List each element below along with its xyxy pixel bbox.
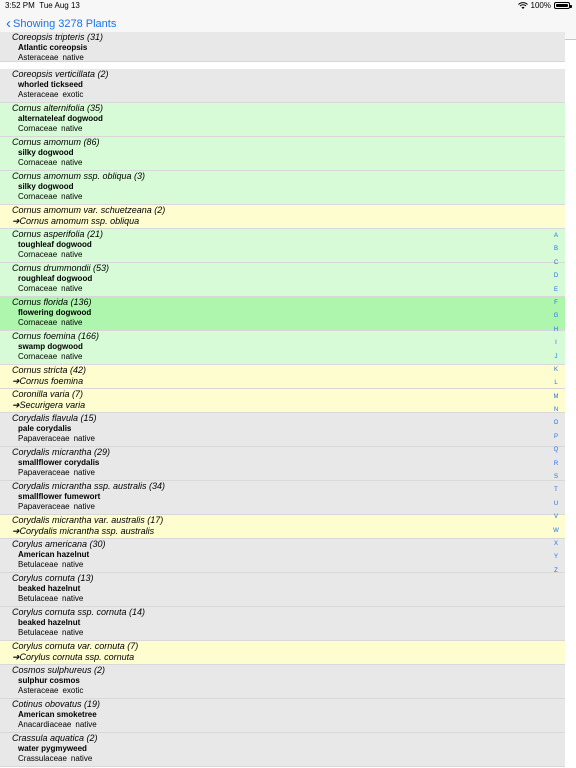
native-status: native xyxy=(61,192,83,201)
native-status: native xyxy=(61,318,83,327)
scientific-name: Cotinus obovatus (19) xyxy=(12,699,101,709)
status-right xyxy=(518,1,570,10)
plant-row[interactable] xyxy=(0,573,565,607)
scientific-name: Cornus amomum ssp. obliqua (3) xyxy=(12,171,146,181)
index-letter-v[interactable]: V xyxy=(553,514,558,521)
scientific-name: Cornus amomum (86) xyxy=(12,137,100,147)
index-letter-d[interactable]: D xyxy=(553,273,559,280)
family-name: Asteraceae xyxy=(18,53,59,62)
common-name: American smoketree xyxy=(18,710,97,719)
native-status: native xyxy=(61,158,83,167)
synonym-target: ➔Corylus cornuta ssp. cornuta xyxy=(12,652,135,662)
common-name: sulphur cosmos xyxy=(18,676,80,685)
scientific-name: Crassula aquatica (2) xyxy=(12,733,98,743)
scientific-name: Coreopsis verticillata (2) xyxy=(12,69,109,79)
family-line xyxy=(12,686,565,696)
index-letter-g[interactable]: G xyxy=(553,313,559,320)
common-name: alternateleaf dogwood xyxy=(18,114,103,123)
index-letter-c[interactable]: C xyxy=(553,259,559,266)
common-name: swamp dogwood xyxy=(18,342,83,351)
index-letter-i[interactable]: I xyxy=(555,340,557,347)
synonym-row[interactable] xyxy=(0,641,565,665)
index-letter-w[interactable]: W xyxy=(553,527,559,534)
synonym-row[interactable] xyxy=(0,515,565,539)
common-name: smallflower corydalis xyxy=(18,458,100,467)
common-name: roughleaf dogwood xyxy=(18,274,93,283)
plant-row[interactable] xyxy=(0,413,565,447)
chevron-left-icon: ‹ xyxy=(6,15,11,32)
family-line xyxy=(12,124,565,134)
index-letter-z[interactable]: Z xyxy=(554,567,558,574)
family-name: Cornaceae xyxy=(18,318,58,327)
family-line xyxy=(12,250,565,260)
family-line xyxy=(12,158,565,168)
index-letter-o[interactable]: O xyxy=(553,420,559,427)
scientific-name: Corylus americana (30) xyxy=(12,539,106,549)
family-name: Papaveraceae xyxy=(18,468,70,477)
index-letter-y[interactable]: Y xyxy=(553,554,558,561)
native-status: exotic xyxy=(62,686,84,695)
family-line xyxy=(12,318,565,328)
plant-row[interactable] xyxy=(0,229,565,263)
plant-row[interactable] xyxy=(0,69,565,103)
scientific-name: Cornus drummondii (53) xyxy=(12,263,110,273)
scientific-name: Corydalis micrantha ssp. australis (34) xyxy=(12,481,166,491)
common-name: pale corydalis xyxy=(18,424,72,433)
plant-row[interactable] xyxy=(0,331,565,365)
scientific-name: Cornus foemina (166) xyxy=(12,331,100,341)
scientific-name: Corydalis micrantha var. australis (17) xyxy=(12,515,164,525)
battery-percent: 100% xyxy=(530,1,551,10)
back-button[interactable] xyxy=(6,15,117,32)
family-name: Asteraceae xyxy=(18,686,59,695)
family-line xyxy=(12,192,565,202)
native-status: native xyxy=(62,628,84,637)
plant-list[interactable] xyxy=(0,32,576,768)
family-line xyxy=(12,468,565,478)
index-letter-u[interactable]: U xyxy=(553,500,559,507)
scientific-name: Corylus cornuta ssp. cornuta (14) xyxy=(12,607,146,617)
scientific-name: Cornus alternifolia (35) xyxy=(12,103,104,113)
status-time: 3:52 PM Tue Aug 13 xyxy=(5,1,80,10)
index-letter-q[interactable]: Q xyxy=(553,447,559,454)
scientific-name: Coronilla varia (7) xyxy=(12,389,84,399)
native-status: native xyxy=(73,434,95,443)
index-letter-a[interactable]: A xyxy=(553,233,558,239)
native-status: native xyxy=(73,502,95,511)
plant-row[interactable] xyxy=(0,733,565,767)
family-line xyxy=(12,560,565,570)
family-name: Betulaceae xyxy=(18,560,59,569)
common-name: toughleaf dogwood xyxy=(18,240,92,249)
common-name: water pygmyweed xyxy=(18,744,87,753)
common-name: flowering dogwood xyxy=(18,308,92,317)
common-name: American hazelnut xyxy=(18,550,90,559)
family-name: Papaveraceae xyxy=(18,502,70,511)
native-status: native xyxy=(62,53,84,62)
family-line xyxy=(12,754,565,764)
index-letter-x[interactable]: X xyxy=(553,540,558,547)
scientific-name: Corydalis flavula (15) xyxy=(12,413,97,423)
wifi-icon xyxy=(518,2,528,10)
scientific-name: Cornus stricta (42) xyxy=(12,365,87,375)
index-letter-r[interactable]: R xyxy=(553,460,559,467)
scientific-name: Coreopsis tripteris (31) xyxy=(12,32,104,42)
family-line xyxy=(12,502,565,512)
scientific-name: Corydalis micrantha (29) xyxy=(12,447,111,457)
plant-row[interactable] xyxy=(0,539,565,573)
family-name: Cornaceae xyxy=(18,284,58,293)
family-line xyxy=(12,90,565,100)
native-status: native xyxy=(75,720,97,729)
status-bar xyxy=(0,0,576,12)
plant-row[interactable] xyxy=(0,32,565,62)
family-line xyxy=(12,628,565,638)
synonym-row[interactable] xyxy=(0,205,565,229)
plant-row[interactable] xyxy=(0,171,565,205)
common-name: silky dogwood xyxy=(18,148,74,157)
index-letter-m[interactable]: M xyxy=(553,393,559,400)
family-line xyxy=(12,284,565,294)
native-status: exotic xyxy=(62,90,84,99)
family-name: Betulaceae xyxy=(18,594,59,603)
plant-row[interactable] xyxy=(0,665,565,699)
family-name: Crassulaceae xyxy=(18,754,67,763)
alphabet-index[interactable] xyxy=(550,230,562,578)
family-name: Cornaceae xyxy=(18,124,58,133)
family-name: Papaveraceae xyxy=(18,434,70,443)
back-button-label: Showing 3278 Plants xyxy=(13,18,117,30)
index-letter-j[interactable]: J xyxy=(554,353,558,360)
index-letter-b[interactable]: B xyxy=(553,246,558,253)
plant-row[interactable] xyxy=(0,297,565,331)
plant-row[interactable] xyxy=(0,447,565,481)
synonym-row[interactable] xyxy=(0,365,565,389)
native-status: native xyxy=(70,754,93,763)
family-name: Cornaceae xyxy=(18,192,58,201)
plant-row[interactable] xyxy=(0,481,565,515)
family-name: Cornaceae xyxy=(18,352,58,361)
common-name: silky dogwood xyxy=(18,182,74,191)
scientific-name: Cornus amomum var. schuetzeana (2) xyxy=(12,205,166,215)
index-letter-n[interactable]: N xyxy=(553,407,559,414)
family-name: Asteraceae xyxy=(18,90,59,99)
battery-icon xyxy=(554,2,570,9)
family-name: Cornaceae xyxy=(18,250,58,259)
index-letter-p[interactable]: P xyxy=(553,433,558,440)
native-status: native xyxy=(61,250,83,259)
plant-row[interactable] xyxy=(0,699,565,733)
plant-row[interactable] xyxy=(0,103,565,137)
native-status: native xyxy=(62,560,84,569)
native-status: native xyxy=(62,594,84,603)
scientific-name: Corylus cornuta (13) xyxy=(12,573,94,583)
plant-row[interactable] xyxy=(0,137,565,171)
plant-row[interactable] xyxy=(0,263,565,297)
index-letter-h[interactable]: H xyxy=(553,326,559,333)
synonym-target: ➔Cornus foemina xyxy=(12,376,84,386)
scientific-name: Corylus cornuta var. cornuta (7) xyxy=(12,641,139,651)
plant-row[interactable] xyxy=(0,607,565,641)
family-line xyxy=(12,720,565,730)
synonym-target: ➔Corydalis micrantha ssp. australis xyxy=(12,526,155,536)
scientific-name: Cosmos sulphureus (2) xyxy=(12,665,106,675)
index-letter-f[interactable]: F xyxy=(554,299,558,306)
index-letter-e[interactable]: E xyxy=(553,286,558,293)
native-status: native xyxy=(61,352,83,361)
index-letter-k[interactable]: K xyxy=(553,366,558,373)
common-name: Atlantic coreopsis xyxy=(18,43,88,52)
family-line xyxy=(12,594,565,604)
common-name: beaked hazelnut xyxy=(18,618,81,627)
native-status: native xyxy=(61,284,83,293)
family-name: Betulaceae xyxy=(18,628,59,637)
synonym-row[interactable] xyxy=(0,389,565,413)
synonym-target: ➔Cornus amomum ssp. obliqua xyxy=(12,216,140,226)
common-name: beaked hazelnut xyxy=(18,584,81,593)
synonym-target: ➔Securigera varia xyxy=(12,400,86,410)
native-status: native xyxy=(61,124,83,133)
native-status: native xyxy=(73,468,95,477)
scientific-name: Cornus asperifolia (21) xyxy=(12,229,104,239)
index-letter-t[interactable]: T xyxy=(554,487,558,494)
family-name: Cornaceae xyxy=(18,158,58,167)
index-letter-l[interactable]: L xyxy=(554,380,558,387)
scientific-name: Cornus florida (136) xyxy=(12,297,92,307)
family-name: Anacardiaceae xyxy=(18,720,72,729)
common-name: whorled tickseed xyxy=(18,80,83,89)
family-line xyxy=(12,53,565,63)
family-line xyxy=(12,434,565,444)
index-letter-s[interactable]: S xyxy=(553,474,558,481)
common-name: smallflower fumewort xyxy=(18,492,101,501)
family-line xyxy=(12,352,565,362)
